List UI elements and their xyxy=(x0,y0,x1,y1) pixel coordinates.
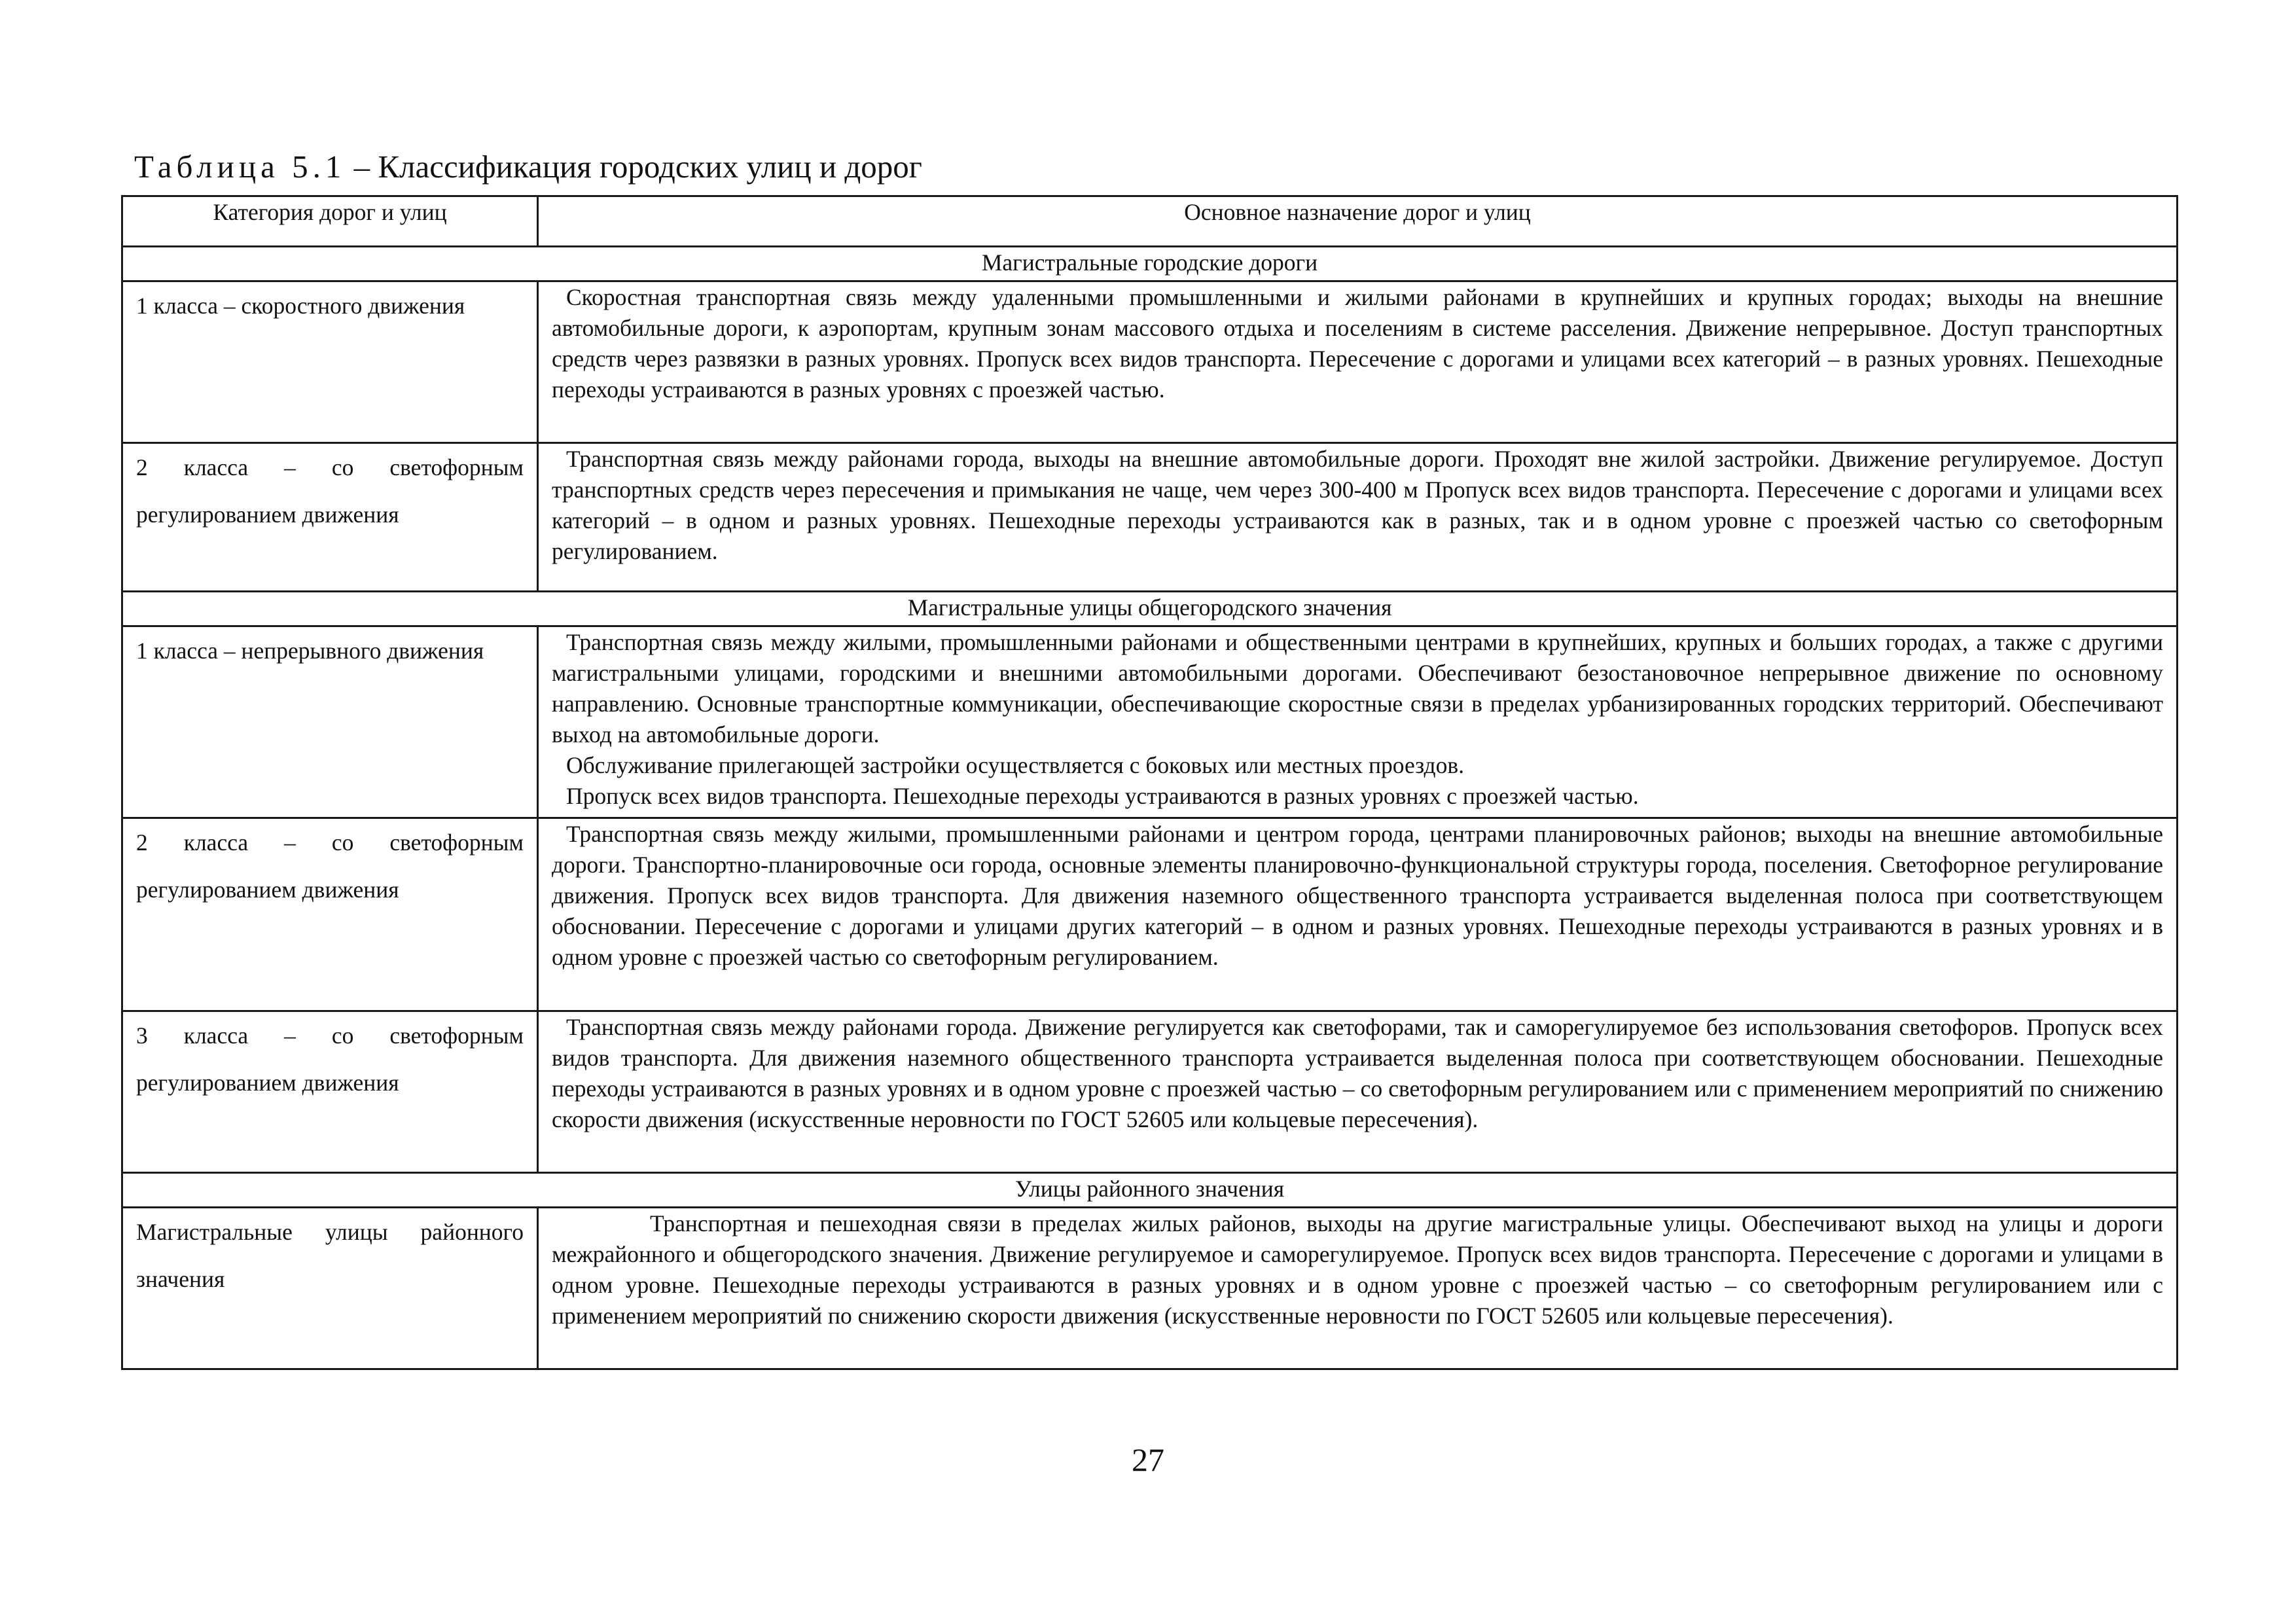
description-paragraph: Транспортная связь между жилыми, промышленными районами и центром города, центрами планировочных районов; выходы на внешние автомобильные дороги. Транспортно-планировочные оси города, основные элементы планировочно-функциональной структуры города, поселения. Светофорное регулирование движения. Пропуск всех видов транспорта. Для движения наземного общественного транспорта устраивается выделенная полоса при соответствующем обосновании. Пересечение с дорогами и улицами других категорий – в одном и разных уровнях. Пешеходные переходы устраиваются в разных уровнях и в одном уровне с проезжей частью со светофорным регулированием. xyxy=(552,821,2163,970)
header-category: Категория дорог и улиц xyxy=(122,196,538,247)
description-paragraph: Скоростная транспортная связь между удаленными промышленными и жилыми районами в крупнейших и крупных городах; выходы на внешние автомобильные дороги, к аэропортам, крупным зонам массового отдыха и поселениям в системе расселения. Движение непрерывное. Доступ транспортных средств через развязки в разных уровнях. Пропуск всех видов транспорта. Пересечение с дорогами и улицами всех категорий – в разных уровнях. Пешеходные переходы устраиваются в разных уровнях с проезжей частью. xyxy=(552,284,2163,403)
description-cell xyxy=(538,443,2178,592)
table-row xyxy=(122,1011,2178,1173)
description-paragraph: Транспортная связь между жилыми, промышленными районами и общественными центрами в крупнейших, крупных и больших городах, а также с другими магистральными улицами, городскими и внешними автомобильными дорогами. Обеспечивают безостановочное непрерывное движение по основному направлению. Основные транспортные коммуникации, обеспечивающие скоростные связи в пределах урбанизированных городских территорий. Обеспечивают выход на автомобильные дороги. xyxy=(552,629,2163,748)
section-row xyxy=(122,247,2178,281)
description-cell xyxy=(538,818,2178,1011)
category-cell: Магистральные улицы районного значения xyxy=(122,1208,538,1369)
table-caption xyxy=(134,147,922,187)
table-header-row xyxy=(122,196,2178,247)
table-row xyxy=(122,818,2178,1011)
description-cell xyxy=(538,1208,2178,1369)
description-paragraph: Транспортная связь между районами города. Движение регулируется как светофорами, так и саморегулируемое без использования светофоров. Пропуск всех видов транспорта. Для движения наземного общественного транспорта устраивается выделенная полоса при соответствующем обосновании. Пешеходные переходы устраиваются в разных уровнях и в одном уровне с проезжей частью – со светофорным регулированием или с применением мероприятий по снижению скорости движения (искусственные неровности по ГОСТ 52605 или кольцевые пересечения). xyxy=(552,1014,2163,1132)
table-row xyxy=(122,443,2178,592)
category-cell: 2 класса – со светофорным регулированием движения xyxy=(122,443,538,592)
table-caption-text: – Классификация городских улиц и дорог xyxy=(353,149,922,185)
table-row xyxy=(122,281,2178,443)
header-purpose: Основное назначение дорог и улиц xyxy=(538,196,2178,247)
section-row xyxy=(122,592,2178,626)
table-caption-label: Таблица 5.1 xyxy=(134,149,346,185)
description-cell xyxy=(538,626,2178,818)
table-row xyxy=(122,1208,2178,1369)
category-cell: 1 класса – непрерывного движения xyxy=(122,626,538,818)
description-cell xyxy=(538,1011,2178,1173)
section-title-main-city-roads: Магистральные городские дороги xyxy=(122,247,2178,281)
description-cell xyxy=(538,281,2178,443)
category-cell: 1 класса – скоростного движения xyxy=(122,281,538,443)
description-paragraph: Обслуживание прилегающей застройки осуществляется с боковых или местных проездов. xyxy=(566,752,1464,778)
description-paragraph: Пропуск всех видов транспорта. Пешеходные переходы устраиваются в разных уровнях с проезжей частью. xyxy=(566,783,1639,809)
page-number: 27 xyxy=(1132,1441,1164,1478)
description-paragraph: Транспортная и пешеходная связи в пределах жилых районов, выходы на другие магистральные улицы. Обеспечивают выход на улицы и дороги межрайонного и общегородского значения. Движение регулируемое и саморегулируемое. Пропуск всех видов транспорта. Пересечение с дорогами и улицами в одном уровне. Пешеходные переходы устраиваются в разных уровнях и в одном уровне с проезжей частью – со светофорным регулированием или с применением мероприятий по снижению скорости движения (искусственные неровности по ГОСТ 52605 или кольцевые пересечения). xyxy=(552,1210,2163,1329)
road-classification-table xyxy=(121,195,2178,1370)
section-title-district-streets: Улицы районного значения xyxy=(122,1173,2178,1208)
category-cell: 2 класса – со светофорным регулированием движения xyxy=(122,818,538,1011)
category-cell: 3 класса – со светофорным регулированием движения xyxy=(122,1011,538,1173)
section-title-main-city-streets: Магистральные улицы общегородского значения xyxy=(122,592,2178,626)
description-paragraph: Транспортная связь между районами города, выходы на внешние автомобильные дороги. Проходят вне жилой застройки. Движение регулируемое. Доступ транспортных средств через пересечения и примыкания не чаще, чем через 300-400 м Пропуск всех видов транспорта. Пересечение с дорогами и улицами всех категорий – в одном и разных уровнях. Пешеходные переходы устраиваются как в разных, так и в одном уровне с проезжей частью со светофорным регулированием. xyxy=(552,446,2163,564)
table-row xyxy=(122,626,2178,818)
section-row xyxy=(122,1173,2178,1208)
